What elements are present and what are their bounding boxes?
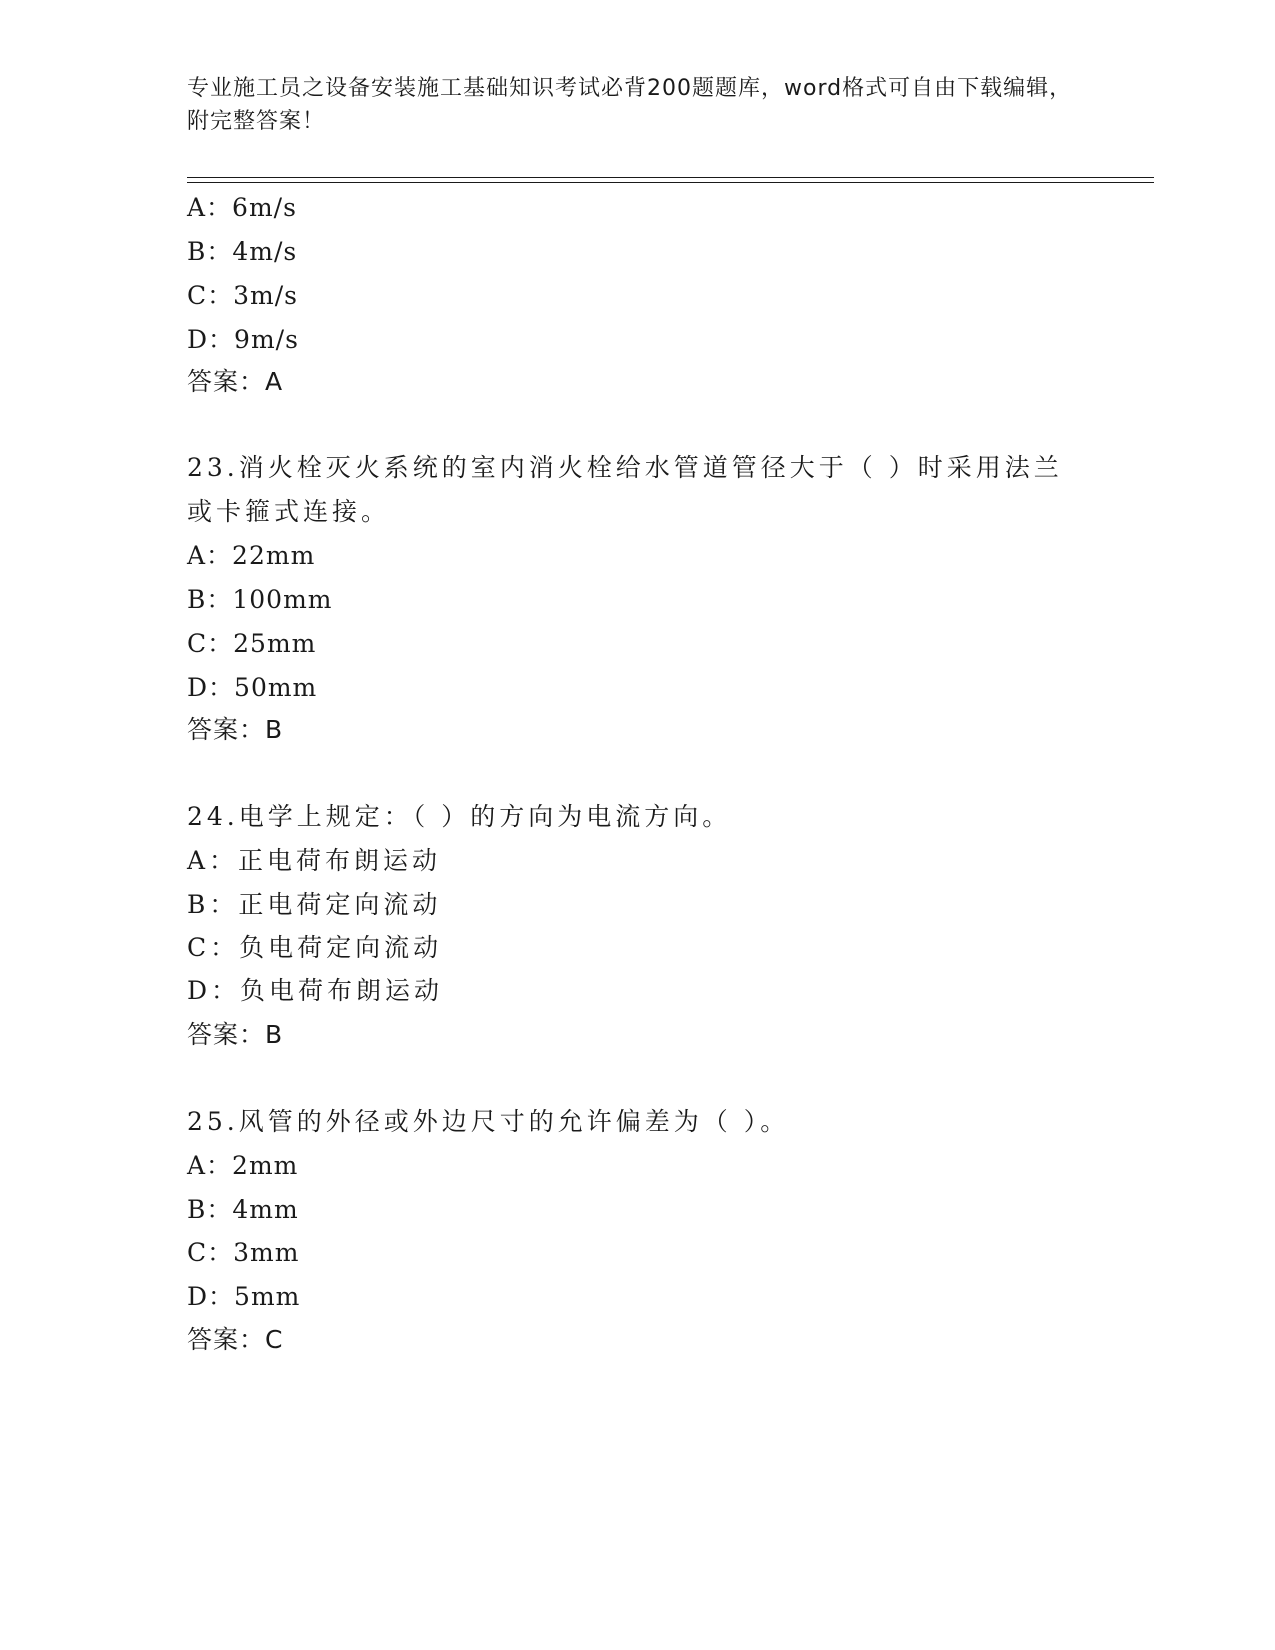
q24-answer: 答案：B xyxy=(187,1020,284,1049)
q24-option-c: C：负电荷定向流动 xyxy=(187,933,443,962)
q24-option-d: D：负电荷布朗运动 xyxy=(187,976,444,1005)
q22-answer: 答案：A xyxy=(187,367,284,396)
q25-option-c: C：3mm xyxy=(187,1238,300,1267)
document-header: 专业施工员之设备安装施工基础知识考试必背200题题库，word格式可自由下载编辑，附完整答案！ xyxy=(187,76,1073,134)
q25-question: 25.风管的外径或外边尺寸的允许偏差为（ ）。 xyxy=(187,1107,790,1136)
q22-option-d: D：9m/s xyxy=(187,325,299,354)
q25-option-d: D：5mm xyxy=(187,1282,301,1311)
q23-option-c: C：25mm xyxy=(187,629,317,658)
q23-answer: 答案：B xyxy=(187,715,284,744)
q22-option-b: B：4m/s xyxy=(187,237,298,266)
header-divider-top xyxy=(187,177,1154,178)
q25-option-b: B：4mm xyxy=(187,1195,299,1224)
q23-option-d: D：50mm xyxy=(187,673,318,702)
q23-option-a: A：22mm xyxy=(187,541,316,570)
q23-question-line1: 23.消火栓灭火系统的室内消火栓给水管道管径大于（ ）时采用法兰 xyxy=(187,453,1063,482)
header-divider-bottom xyxy=(187,182,1154,183)
q23-question-line2: 或卡箍式连接。 xyxy=(187,497,391,526)
q22-option-a: A：6m/s xyxy=(187,193,297,222)
q25-option-a: A：2mm xyxy=(187,1151,299,1180)
q23-option-b: B：100mm xyxy=(187,585,333,614)
q25-answer: 答案：C xyxy=(187,1325,284,1354)
q22-option-c: C：3m/s xyxy=(187,281,298,310)
q24-option-b: B：正电荷定向流动 xyxy=(187,890,442,919)
q24-question: 24.电学上规定：（ ）的方向为电流方向。 xyxy=(187,802,732,831)
q24-option-a: A：正电荷布朗运动 xyxy=(187,846,442,875)
